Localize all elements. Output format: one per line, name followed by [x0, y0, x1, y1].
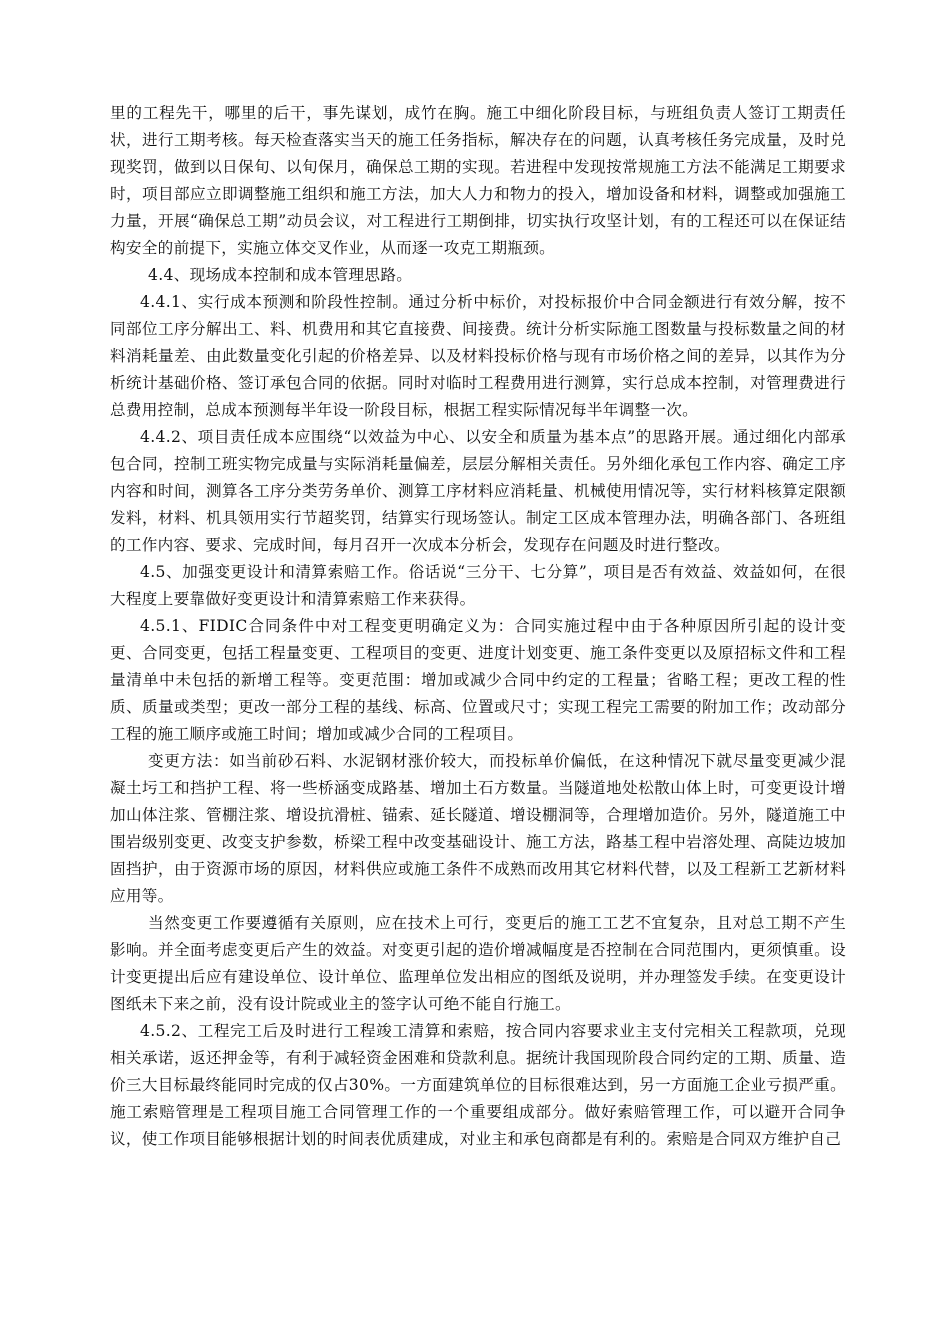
paragraph-change-method: 变更方法：如当前砂石料、水泥钢材涨价较大，而投标单价偏低，在这种情况下就尽量变更减少混凝土圬工和挡护工程、将一些桥涵变成路基、增加土石方数量。当隧道地处松散山体上时，可变更设计增加山体注浆、管棚注浆、增设抗滑桩、锚索、延长隧道、增设棚洞等，合理增加造价。另外，隧道施工中围岩级别变更、改变支护参数，桥梁工程中改变基础设计、施工方法，路基工程中岩溶处理、高陡边坡加固挡护，由于资源市场的原因，材料供应或施工条件不成熟而改用其它材料代替，以及工程新工艺新材料应用等。 — [110, 752, 846, 905]
paragraph-change-principles: 当然变更工作要遵循有关原则，应在技术上可行，变更后的施工工艺不宜复杂，且对总工期不产生影响。并全面考虑变更后产生的效益。对变更引起的造价增减幅度是否控制在合同范围内，更须慎重。设计变更提出后应有建设单位、设计单位、监理单位发出相应的图纸及说明，并办理签发手续。在变更设计图纸未下来之前，没有设计院或业主的签字认可绝不能自行施工。 — [110, 914, 846, 1013]
paragraph-4-5: 4.5、加强变更设计和清算索赔工作。俗话说“三分干、七分算”，项目是否有效益、效益如何，在很大程度上要靠做好变更设计和清算索赔工作来获得。 — [110, 563, 846, 608]
paragraph-schedule-continued: 里的工程先干，哪里的后干，事先谋划，成竹在胸。施工中细化阶段目标，与班组负责人签订工期责任状，进行工期考核。每天检查落实当天的施工任务指标，解决存在的问题，认真考核任务完成量，及时兑现奖罚，做到以日保旬、以旬保月，确保总工期的实现。若进程中发现按常规施工方法不能满足工期要求时，项目部应立即调整施工组织和施工方法，加大人力和物力的投入，增加设备和材料，调整或加强施工力量，开展“确保总工期”动员会议，对工程进行工期倒排，切实执行攻坚计划，有的工程还可以在保证结构安全的前提下，实施立体交叉作业，从而逐一攻克工期瓶颈。 — [110, 104, 846, 257]
paragraph-4-4-2: 4.4.2、项目责任成本应围绕“以效益为中心、以安全和质量为基本点”的思路开展。通过细化内部承包合同，控制工班实物完成量与实际消耗量偏差，层层分解相关责任。另外细化承包工作内容、确定工序内容和时间，测算各工序分类劳务单价、测算工序材料应消耗量、机械使用情况等，实行材料核算定限额发料，材料、机具领用实行节超奖罚，结算实行现场签认。制定工区成本管理办法，明确各部门、各班组的工作内容、要求、完成时间，每月召开一次成本分析会，发现存在问题及时进行整改。 — [110, 428, 846, 554]
paragraph-4-4-1: 4.4.1、实行成本预测和阶段性控制。通过分析中标价，对投标报价中合同金额进行有效分解，按不同部位工序分解出工、料、机费用和其它直接费、间接费。统计分析实际施工图数量与投标数量之间的材料消耗量差、由此数量变化引起的价格差异、以及材料投标价格与现有市场价格之间的差异，以其作为分析统计基础价格、签订承包合同的依据。同时对临时工程费用进行测算，实行总成本控制，对管理费进行总费用控制，总成本预测每半年设一阶段目标，根据工程实际情况每半年调整一次。 — [110, 293, 846, 419]
paragraph-4-5-1: 4.5.1、FIDIC合同条件中对工程变更明确定义为：合同实施过程中由于各种原因所引起的设计变更、合同变更，包括工程量变更、工程项目的变更、进度计划变更、施工条件变更以及原招标文件和工程量清单中未包括的新增工程等。变更范围：增加或减少合同中约定的工程量；省略工程；更改工程的性质、质量或类型；更改一部分工程的基线、标高、位置或尺寸；实现工程完工需要的附加工作；改动部分工程的施工顺序或施工时间；增加或减少合同的工程项目。 — [110, 617, 846, 743]
heading-4-4-cost-control: 4.4、现场成本控制和成本管理思路。 — [148, 266, 413, 284]
document-page — [110, 100, 846, 1153]
paragraph-4-5-2: 4.5.2、工程完工后及时进行工程竣工清算和索赔，按合同内容要求业主支付完相关工程款项，兑现相关承诺，返还押金等，有利于减轻资金困难和贷款利息。据统计我国现阶段合同约定的工期、质量、造价三大目标最终能同时完成的仅占30%。一方面建筑单位的目标很难达到，另一方面施工企业亏损严重。施工索赔管理是工程项目施工合同管理工作的一个重要组成部分。做好索赔管理工作，可以避开合同争议，使工作项目能够根据计划的时间表优质建成，对业主和承包商都是有利的。索赔是合同双方维护自己 — [110, 1022, 846, 1148]
